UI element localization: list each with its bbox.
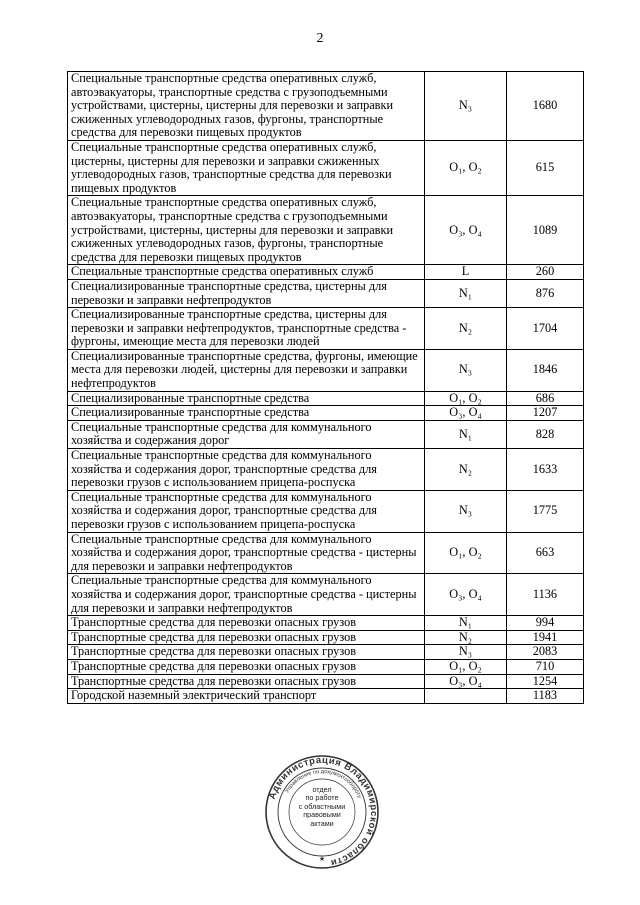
row-category: N₁ [425,616,507,631]
row-value: 1183 [507,689,584,704]
page-number: 2 [316,31,324,46]
row-description: Специализированные транспортные средства, цистерны для перевозки и заправки нефтепродуктов, транспортные средства - фургоны, имеющие места для перевозки людей [68,308,425,350]
table-row [68,420,584,448]
table-row [68,616,584,631]
row-description: Специализированные транспортные средства [68,406,425,421]
row-category: O₃, O₄ [425,406,507,421]
table-row [68,308,584,350]
row-value: 828 [507,420,584,448]
table-row [68,532,584,574]
stamp-outer-text: Администрация Владимирской области [266,754,380,869]
row-description: Транспортные средства для перевозки опасных грузов [68,630,425,645]
stamp-line: по работе [305,793,339,803]
table-row [68,674,584,689]
row-description: Специализированные транспортные средства, фургоны, имеющие места для перевозки людей, цистерны для перевозки и заправки нефтепродуктов [68,349,425,391]
row-category: O₃, O₄ [425,674,507,689]
row-description: Городской наземный электрический транспорт [68,689,425,704]
table-row [68,406,584,421]
table-row [68,72,584,141]
table-row [68,349,584,391]
row-description: Специальные транспортные средства для коммунального хозяйства и содержания дорог, транспортные средства для перевозки грузов с использованием прицепа-роспуска [68,449,425,491]
table-row [68,449,584,491]
row-category [425,689,507,704]
stamp-line: правовыми [303,810,341,820]
row-description: Специальные транспортные средства оперативных служб, автоэвакуаторы, транспортные средства с грузоподъемными устройствами, цистерны, цистерны для перевозки и заправки сжиженных углеводородных газов, фургоны, транспортные средства для перевозки пищевых продуктов [68,72,425,141]
row-category: N₂ [425,630,507,645]
table-row [68,391,584,406]
table-row [68,574,584,616]
stamp-line: актами [310,818,334,828]
row-value: 710 [507,659,584,674]
row-category: N₃ [425,72,507,141]
row-description: Специальные транспортные средства оперативных служб [68,265,425,280]
row-category: N₃ [425,490,507,532]
table-row [68,689,584,704]
row-value: 1775 [507,490,584,532]
row-value: 1207 [507,406,584,421]
row-description: Специализированные транспортные средства [68,391,425,406]
table-row [68,490,584,532]
row-description: Специальные транспортные средства для коммунального хозяйства и содержания дорог [68,420,425,448]
row-description: Специальные транспортные средства для коммунального хозяйства и содержания дорог, транспортные средства - цистерны для перевозки и заправки нефтепродуктов [68,532,425,574]
row-category: N₃ [425,349,507,391]
stamp-line: отдел [312,785,332,794]
row-description: Специализированные транспортные средства, цистерны для перевозки и заправки нефтепродуктов [68,279,425,307]
row-description: Транспортные средства для перевозки опасных грузов [68,616,425,631]
row-category: O₁, O₂ [425,391,507,406]
stamp-center-text [289,786,355,828]
row-description: Специальные транспортные средства оперативных служб, автоэвакуаторы, транспортные средства с грузоподъемными устройствами, цистерны, цистерны для перевозки и заправки сжиженных углеводородных газов, фургоны, транспортные средства для перевозки пищевых продуктов [68,196,425,265]
row-category: O₃, O₄ [425,574,507,616]
row-value: 1089 [507,196,584,265]
row-value: 1941 [507,630,584,645]
row-description: Транспортные средства для перевозки опасных грузов [68,674,425,689]
row-description: Транспортные средства для перевозки опасных грузов [68,645,425,660]
row-value: 1846 [507,349,584,391]
rates-table-body [68,72,584,704]
row-category: N₁ [425,279,507,307]
row-category: O₁, O₂ [425,659,507,674]
stamp-inner-text: Управление по документообороту [284,768,363,800]
row-description: Специальные транспортные средства оперативных служб, цистерны, цистерны для перевозки и заправки сжиженных углеводородных газов, транспортные средства для перевозки пищевых продуктов [68,140,425,195]
row-category: L [425,265,507,280]
official-stamp [264,754,380,870]
row-category: N₂ [425,308,507,350]
row-value: 663 [507,532,584,574]
row-category: N₁ [425,420,507,448]
row-category: O₃, O₄ [425,196,507,265]
row-category: O₁, O₂ [425,532,507,574]
table-row [68,630,584,645]
row-description: Транспортные средства для перевозки опасных грузов [68,659,425,674]
row-category: N₂ [425,449,507,491]
rates-table [67,71,584,704]
row-value: 1633 [507,449,584,491]
table-row [68,196,584,265]
row-value: 686 [507,391,584,406]
stamp-star-icon: ★ [318,855,326,863]
row-description: Специальные транспортные средства для коммунального хозяйства и содержания дорог, транспортные средства - цистерны для перевозки и заправки нефтепродуктов [68,574,425,616]
row-value: 876 [507,279,584,307]
row-category: N₃ [425,645,507,660]
row-value: 2083 [507,645,584,660]
table-row [68,265,584,280]
row-category: O₁, O₂ [425,140,507,195]
row-value: 1680 [507,72,584,141]
row-value: 1704 [507,308,584,350]
row-value: 615 [507,140,584,195]
table-row [68,659,584,674]
row-value: 260 [507,265,584,280]
stamp-line: с областными [298,801,346,811]
row-value: 1136 [507,574,584,616]
row-description: Специальные транспортные средства для коммунального хозяйства и содержания дорог, транспортные средства для перевозки грузов с использованием прицепа-роспуска [68,490,425,532]
table-row [68,645,584,660]
table-row [68,140,584,195]
row-value: 994 [507,616,584,631]
table-row [68,279,584,307]
row-value: 1254 [507,674,584,689]
